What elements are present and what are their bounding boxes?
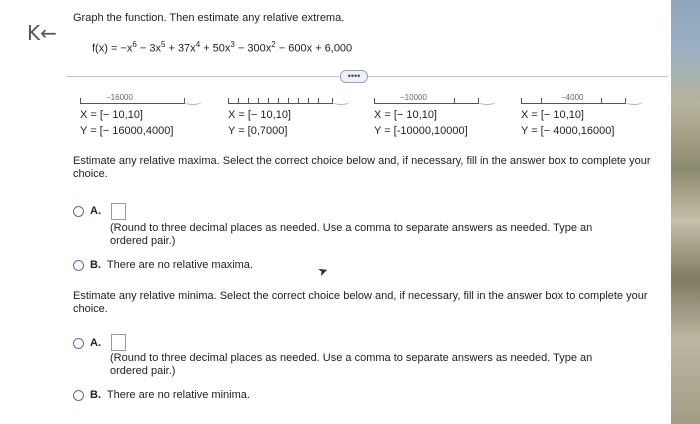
- maxima-option-a[interactable]: [73, 205, 104, 217]
- radio-button[interactable]: [73, 206, 84, 217]
- minima-instruction: Estimate any relative minima. Select the correct choice below and, if necessary, fill in the answer box to complete your choice.: [73, 290, 648, 315]
- minima-option-b[interactable]: [73, 389, 250, 401]
- graph-x-window: X = [− 10,10]: [521, 109, 584, 121]
- minima-answer-box[interactable]: [111, 334, 126, 351]
- mouse-pointer-icon: ➤: [315, 262, 331, 280]
- radio-button[interactable]: [73, 260, 84, 271]
- graph-thumbnail[interactable]: [80, 93, 205, 106]
- function-exponent: 6: [132, 40, 137, 49]
- graph-option-4[interactable]: [521, 93, 656, 138]
- option-letter: A.: [90, 337, 101, 349]
- function-term: f(x) = −x: [92, 42, 133, 55]
- graph-tick-label: −10000: [400, 93, 427, 102]
- radio-button[interactable]: [73, 390, 84, 401]
- back-to-start-icon[interactable]: K←: [27, 21, 57, 45]
- question-prompt: Graph the function. Then estimate any relative extrema.: [73, 12, 345, 24]
- minima-rounding-note: (Round to three decimal places as needed. Use a comma to separate answers as needed. Type an ordered pair.): [110, 352, 593, 377]
- function-term: + 50x: [200, 42, 231, 55]
- option-letter: B.: [90, 259, 101, 271]
- graph-y-window: Y = [− 4000,16000]: [521, 125, 615, 137]
- function-exponent: 5: [160, 40, 166, 49]
- graph-thumbnail[interactable]: [228, 96, 353, 106]
- maxima-instruction: Estimate any relative maxima. Select the correct choice below and, if necessary, fill in the answer box to complete your choice.: [73, 155, 651, 180]
- function-term: − 600x + 6,000: [275, 42, 353, 55]
- option-text: There are no relative maxima.: [106, 259, 253, 271]
- function-term: − 3x: [136, 42, 161, 55]
- graph-x-window: X = [− 10,10]: [374, 109, 437, 121]
- option-letter: A.: [90, 205, 101, 217]
- graph-y-window: Y = [0,7000]: [228, 125, 288, 137]
- expand-toggle-button[interactable]: ••••: [340, 70, 368, 83]
- function-term: − 300x: [234, 42, 272, 55]
- option-letter: B.: [90, 389, 101, 401]
- graph-y-window: Y = [− 16000,4000]: [80, 125, 174, 137]
- function-exponent: 2: [271, 40, 276, 49]
- maxima-answer-box[interactable]: [111, 203, 126, 220]
- maxima-option-b[interactable]: [73, 259, 253, 271]
- function-exponent: 3: [230, 40, 235, 49]
- graph-x-window: X = [− 10,10]: [80, 109, 143, 121]
- minima-option-a[interactable]: [73, 337, 104, 349]
- option-text: There are no relative minima.: [106, 389, 250, 401]
- graph-tick-label: −16000: [106, 93, 133, 102]
- graph-thumbnail[interactable]: [521, 93, 646, 106]
- function-expression: [92, 40, 352, 55]
- background-photo: [671, 0, 700, 424]
- graph-option-1[interactable]: [80, 93, 215, 138]
- graph-option-3[interactable]: [374, 93, 509, 138]
- maxima-rounding-note: (Round to three decimal places as needed. Use a comma to separate answers as needed. Type an ordered pair.): [110, 222, 593, 247]
- graph-y-window: Y = [-10000,10000]: [374, 125, 468, 137]
- graph-thumbnail[interactable]: [374, 93, 499, 106]
- radio-button[interactable]: [73, 338, 84, 349]
- function-term: + 37x: [165, 42, 196, 55]
- graph-option-2[interactable]: [228, 96, 363, 138]
- function-exponent: 4: [195, 40, 201, 49]
- graph-tick-label: −4000: [561, 93, 584, 102]
- graph-x-window: X = [− 10,10]: [228, 109, 291, 121]
